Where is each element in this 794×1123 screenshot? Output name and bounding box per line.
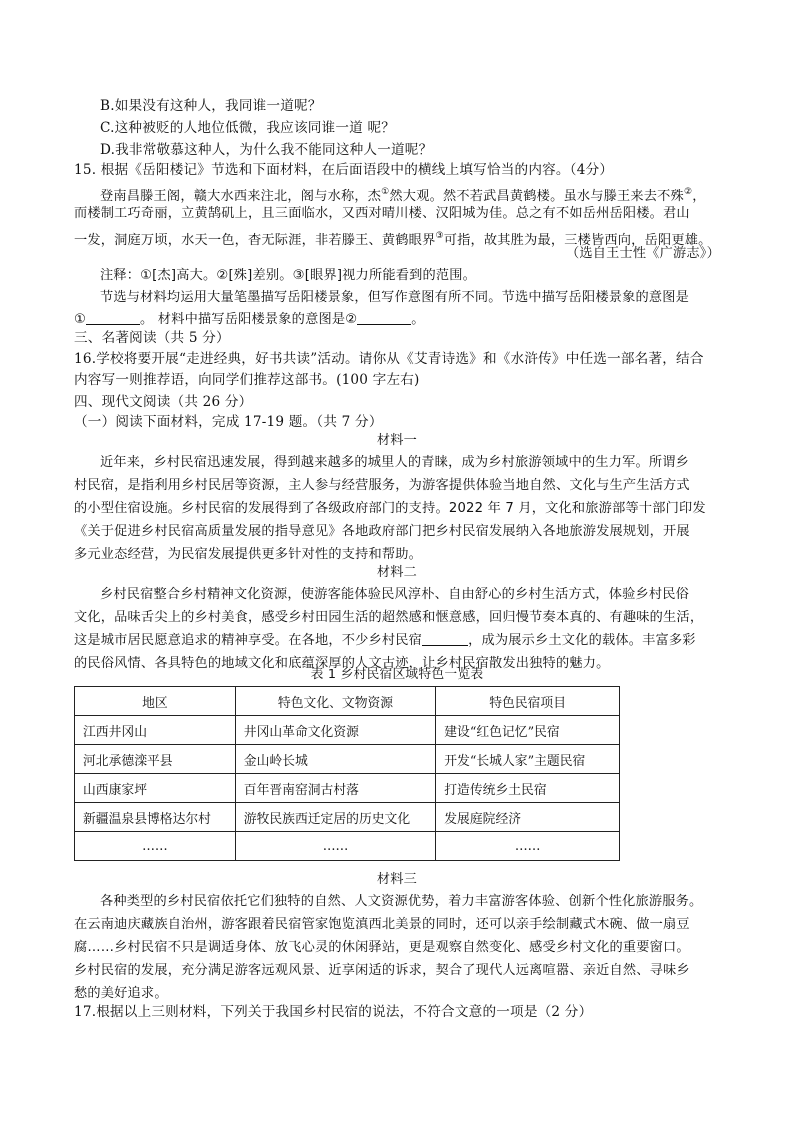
table-header-row <box>75 687 620 716</box>
option-b: B.如果没有这种人，我同谁一道呢？ <box>100 98 322 114</box>
material2-line: 的民俗风情、各具特色的地域文化和底蕴深厚的人文古迹，让乡村民宿散发出独特的魅力。 <box>74 656 610 671</box>
table-cell: 发展庭院经济 <box>436 803 620 832</box>
option-d: D.我非常敬慕这种人，为什么我不能同这种人一道呢？ <box>100 142 433 158</box>
material2-line: 乡村民宿整合乡村精神文化资源，使游客能体验民风淳朴、自由舒心的乡村生活方式，体验乡村民俗 <box>100 587 690 602</box>
table-cell: 游牧民族西迁定居的历史文化 <box>235 803 435 832</box>
q16-line-2: 内容写一则推荐语，向同学们推荐这部书。(100 字左右) <box>74 372 420 388</box>
table-cell: 打造传统乡土民宿 <box>436 774 620 803</box>
table-cell: 金山岭长城 <box>235 745 435 774</box>
table-cell: 百年晋南窑洞古村落 <box>235 774 435 803</box>
material2-line-with-blank: 这是城市居民愿意追求的精神享受。在各地，不少乡村民宿 ，成为展示乡土文化的载体。丰富多彩 <box>74 633 696 648</box>
section4-subheading: （一）阅读下面材料，完成 17-19 题。（共 7 分） <box>74 414 383 430</box>
material1-line: 近年来，乡村民宿迅速发展，得到越来越多的城里人的青睐，成为乡村旅游领域中的生力军。所谓乡 <box>100 455 690 470</box>
homestay-table <box>74 686 620 861</box>
table-caption: 表 1 乡村民宿区域特色一览表 <box>310 667 484 682</box>
table-cell: …… <box>75 832 236 861</box>
q15-note: 注释：①[杰]高大。②[殊]差别。③[眼界]视力所能看到的范围。 <box>100 268 477 283</box>
answer-blank-2[interactable] <box>357 310 411 325</box>
table-row <box>75 803 620 832</box>
q15-task-line-2: ① 。 材料中描写岳阳楼景象的意图是② 。 <box>74 312 425 327</box>
table-row <box>75 832 620 861</box>
material3-line: 愁的美好追求。 <box>74 986 168 1001</box>
q16-line-1: 16.学校将要开展“走进经典，好书共读”活动。请你从《艾青诗选》和《水浒传》中任选一部名著，结合 <box>74 351 704 367</box>
table-cell: 新疆温泉县博格达尔村 <box>75 803 236 832</box>
table-cell: …… <box>436 832 620 861</box>
table-row <box>75 716 620 745</box>
material3-line: 腐……乡村民宿不只是调适身体、放飞心灵的休闲驿站，更是观察自然变化、感受乡村文化的重要窗口。 <box>74 940 690 955</box>
q15-stem: 15. 根据《岳阳楼记》节选和下面材料，在后面语段中的横线上填写恰当的内容。（4分） <box>74 162 614 178</box>
table-cell: 山西康家坪 <box>75 774 236 803</box>
table-cell: 开发“长城人家”主题民宿 <box>436 745 620 774</box>
table-row <box>75 745 620 774</box>
table-cell: 井冈山革命文化资源 <box>235 716 435 745</box>
material2-title: 材料二 <box>376 565 418 580</box>
q15-passage-line-2: 而楼制工巧奇丽，立黄鹄矶上，且三面临水，又西对晴川楼、汉阳城为佳。总之有不如岳州岳阳楼。君山 <box>74 206 690 221</box>
option-c: C.这种被贬的人地位低微，我应该同谁一道 呢？ <box>100 120 396 136</box>
material1-line: 《关于促进乡村民宿高质量发展的指导意见》各地政府部门把乡村民宿发展纳入各地旅游发展规划，开展 <box>74 524 690 539</box>
q15-passage-line-1: 登南昌滕王阁，赣大水西来注北，阁与水称，杰①然大观。然不若武昌黄鹤楼。虽水与滕王来去不殊②， <box>100 187 706 204</box>
table-header-cell: 地区 <box>75 687 236 716</box>
section4-heading: 四、现代文阅读（共 26 分） <box>74 394 253 410</box>
table-header-cell: 特色文化、文物资源 <box>235 687 435 716</box>
answer-blank-1[interactable] <box>86 310 140 325</box>
q15-source: （选自王士性《广游志》） <box>565 246 720 261</box>
q17-stem: 17.根据以上三则材料，下列关于我国乡村民宿的说法，不符合文意的一项是（2 分） <box>74 1004 593 1020</box>
material3-line: 各种类型的乡村民宿依托它们独特的自然、人文资源优势，着力丰富游客体验、创新个性化旅游服务。 <box>100 894 703 909</box>
table-header-cell: 特色民宿项目 <box>436 687 620 716</box>
table-cell: 建设“红色记忆”民宿 <box>436 716 620 745</box>
q15-task-line-1: 节选与材料均运用大量笔墨描写岳阳楼景象，但写作意图有所不同。节选中描写岳阳楼景象的意图是 <box>100 290 690 305</box>
material3-line: 乡村民宿的发展，充分满足游客远观风景、近享闲适的诉求，契合了现代人远离喧嚣、亲近自然、寻味乡 <box>74 963 690 978</box>
material3-line: 在云南迪庆藏族自治州，游客跟着民宿管家饱览滇西北美景的同时，还可以亲手绘制藏式木碗、做一扇豆 <box>74 917 690 932</box>
q15-passage-line-3: 一发，洞庭万顷，水天一色，杳无际涯，非若滕王、黄鹤眼界③可指，故其胜为最，三楼皆西向，岳阳更雄。 <box>74 231 712 248</box>
material1-line: 的小型住宿设施。乡村民宿的发展得到了各级政府部门的支持。2022 年 7 月，文化和旅游部等十部门印发 <box>74 501 706 516</box>
table-cell: 河北承德滦平县 <box>75 745 236 774</box>
material3-title: 材料三 <box>376 872 418 887</box>
answer-blank-3[interactable] <box>422 631 468 646</box>
material1-line: 村民宿，是指利用乡村民居等资源，主人参与经营服务，为游客提供体验当地自然、文化与生产生活方式 <box>74 478 690 493</box>
material2-line: 文化，品味舌尖上的乡村美食，感受乡村田园生活的超然感和惬意感，回归慢节奏本真的、有趣味的生活， <box>74 610 704 625</box>
table-row <box>75 774 620 803</box>
table-cell: …… <box>235 832 435 861</box>
material1-title: 材料一 <box>376 433 418 448</box>
table-cell: 江西井冈山 <box>75 716 236 745</box>
section3-heading: 三、名著阅读（共 5 分） <box>74 330 230 346</box>
material1-line: 多元业态经营，为民宿发展提供更多针对性的支持和帮助。 <box>74 547 423 562</box>
